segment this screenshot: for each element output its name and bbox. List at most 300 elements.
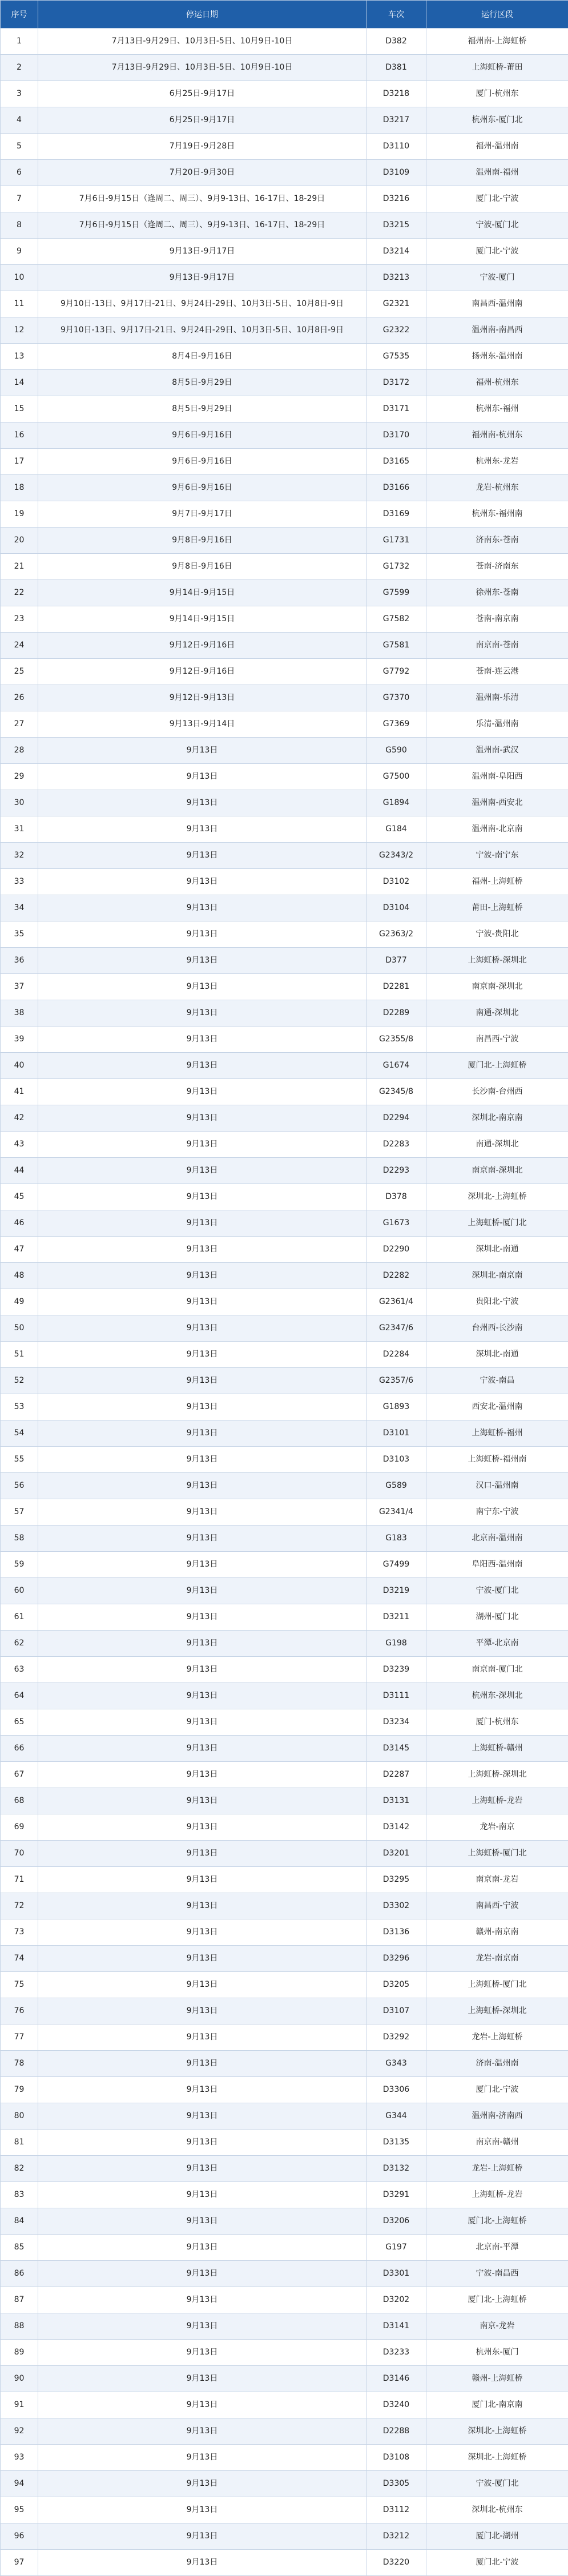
route-section: 南京南-厦门北 [426,1657,568,1683]
suspension-date: 9月13日 [38,948,366,974]
train-number: D2283 [366,1132,426,1158]
route-section: 杭州东-福州 [426,396,568,422]
table-row [1,1762,568,1788]
suspension-date: 9月13日 [38,1473,366,1499]
train-number: D3306 [366,2077,426,2103]
train-number: G7535 [366,344,426,370]
table-row [1,1053,568,1079]
suspension-date: 9月13日 [38,1788,366,1814]
table-row [1,2156,568,2182]
table-row [1,711,568,738]
train-number: D2282 [366,1263,426,1289]
row-number: 40 [1,1053,38,1079]
table-row [1,685,568,711]
table-row [1,1210,568,1237]
train-number: D3171 [366,396,426,422]
train-number: D3218 [366,81,426,107]
table-row [1,1473,568,1499]
row-number: 82 [1,2156,38,2182]
route-section: 赣州-上海虹桥 [426,2366,568,2392]
suspension-date: 9月13日 [38,1000,366,1027]
suspension-date: 9月13日 [38,843,366,869]
route-section: 深圳北-南通 [426,1342,568,1368]
suspension-date: 9月13日 [38,1394,366,1420]
row-number: 65 [1,1709,38,1736]
row-number: 95 [1,2497,38,2523]
row-number: 79 [1,2077,38,2103]
train-number: G1731 [366,528,426,554]
route-section: 深圳北-南通 [426,1237,568,1263]
suspension-date: 7月13日-9月29日、10月3日-5日、10月9日-10日 [38,29,366,55]
table-row [1,1867,568,1893]
row-number: 72 [1,1893,38,1919]
route-section: 上海虹桥-厦门北 [426,1210,568,1237]
route-section: 深圳北-南京南 [426,1263,568,1289]
table-row [1,1132,568,1158]
suspension-date: 9月13日 [38,1552,366,1578]
route-section: 龙岩-南京南 [426,1946,568,1972]
row-number: 67 [1,1762,38,1788]
route-section: 上海虹桥-厦门北 [426,1972,568,1998]
train-number: D3165 [366,449,426,475]
suspension-date: 9月13日 [38,1158,366,1184]
row-number: 21 [1,554,38,580]
route-section: 台州西-长沙南 [426,1315,568,1342]
table-row [1,974,568,1000]
suspension-date: 9月13日 [38,1105,366,1132]
train-number: D3295 [366,1867,426,1893]
suspension-date: 9月10日-13日、9月17日-21日、9月24日-29日、10月3日-5日、10月8日-9日 [38,291,366,317]
row-number: 43 [1,1132,38,1158]
table-row [1,2261,568,2287]
route-section: 上海虹桥-深圳北 [426,948,568,974]
row-number: 70 [1,1841,38,1867]
route-section: 上海虹桥-龙岩 [426,2182,568,2208]
train-number: D3212 [366,2523,426,2550]
train-number: D3132 [366,2156,426,2182]
table-row [1,1526,568,1552]
route-section: 湖州-厦门北 [426,1604,568,1631]
table-row [1,580,568,606]
route-section: 杭州东-深圳北 [426,1683,568,1709]
suspension-date: 9月7日-9月17日 [38,501,366,528]
suspension-date: 9月13日-9月17日 [38,239,366,265]
route-section: 南京南-赣州 [426,2130,568,2156]
train-number: D3205 [366,1972,426,1998]
table-row [1,1315,568,1342]
train-number: D2288 [366,2418,426,2445]
row-number: 29 [1,764,38,790]
route-section: 苍南-南京南 [426,606,568,633]
row-number: 62 [1,1631,38,1657]
train-number: D3296 [366,1946,426,1972]
train-number: D381 [366,55,426,81]
table-row [1,2471,568,2497]
train-number: G2347/6 [366,1315,426,1342]
row-number: 60 [1,1578,38,1604]
suspension-date: 9月13日 [38,974,366,1000]
route-section: 厦门北-南京南 [426,2392,568,2418]
route-section: 杭州东-龙岩 [426,449,568,475]
route-section: 南宁东-宁波 [426,1499,568,1526]
suspension-date: 9月12日-9月16日 [38,633,366,659]
train-number: D3216 [366,186,426,212]
row-number: 8 [1,212,38,239]
table-row [1,55,568,81]
train-number: D3103 [366,1447,426,1473]
route-section: 扬州东-温州南 [426,344,568,370]
table-row [1,1683,568,1709]
suspension-date: 9月13日 [38,1919,366,1946]
suspension-date: 6月25日-9月17日 [38,81,366,107]
train-number: G7582 [366,606,426,633]
train-number: G2355/8 [366,1027,426,1053]
route-section: 上海虹桥-深圳北 [426,1762,568,1788]
train-number: G1673 [366,1210,426,1237]
route-section: 汉口-温州南 [426,1473,568,1499]
row-number: 15 [1,396,38,422]
row-number: 84 [1,2208,38,2235]
table-row [1,317,568,344]
train-number: D3111 [366,1683,426,1709]
route-section: 上海虹桥-福州南 [426,1447,568,1473]
table-row [1,554,568,580]
table-row [1,1184,568,1210]
row-number: 2 [1,55,38,81]
table-row [1,2103,568,2130]
row-number: 49 [1,1289,38,1315]
suspension-date: 9月13日 [38,1578,366,1604]
route-section: 福州-杭州东 [426,370,568,396]
route-section: 杭州东-福州南 [426,501,568,528]
train-number: D2290 [366,1237,426,1263]
route-section: 上海虹桥-福州 [426,1420,568,1447]
route-section: 南京南-深圳北 [426,1158,568,1184]
suspension-date: 9月8日-9月16日 [38,528,366,554]
suspension-date: 9月13日 [38,895,366,921]
row-number: 77 [1,2024,38,2051]
suspension-date: 9月13日 [38,2261,366,2287]
suspension-date: 9月13日 [38,2471,366,2497]
train-number: G2345/8 [366,1079,426,1105]
table-row [1,1447,568,1473]
table-row [1,344,568,370]
row-number: 63 [1,1657,38,1683]
suspension-date: 9月13日 [38,1420,366,1447]
train-number: G197 [366,2235,426,2261]
train-number: G7370 [366,685,426,711]
table-row [1,606,568,633]
route-section: 宁波-南宁东 [426,843,568,869]
table-row [1,843,568,869]
suspension-date: 9月13日 [38,2340,366,2366]
train-number: G198 [366,1631,426,1657]
table-body [1,29,568,2576]
suspension-date: 9月13日 [38,1841,366,1867]
suspension-date: 9月13日 [38,2077,366,2103]
row-number: 89 [1,2340,38,2366]
table-row [1,1420,568,1447]
route-section: 苍南-济南东 [426,554,568,580]
row-number: 92 [1,2418,38,2445]
table-row [1,1027,568,1053]
row-number: 1 [1,29,38,55]
table-row [1,1657,568,1683]
train-number: D378 [366,1184,426,1210]
table-row [1,2235,568,2261]
header-no: 序号 [1,1,38,29]
row-number: 80 [1,2103,38,2130]
row-number: 14 [1,370,38,396]
route-section: 福州-上海虹桥 [426,869,568,895]
route-section: 上海虹桥-赣州 [426,1736,568,1762]
train-number: D3214 [366,239,426,265]
route-section: 宁波-贵阳北 [426,921,568,948]
row-number: 26 [1,685,38,711]
table-row [1,291,568,317]
route-section: 温州南-阜阳西 [426,764,568,790]
suspension-date: 9月13日 [38,1027,366,1053]
route-section: 温州南-武汉 [426,738,568,764]
route-section: 温州南-西安北 [426,790,568,816]
row-number: 4 [1,107,38,134]
route-section: 温州南-福州 [426,160,568,186]
row-number: 76 [1,1998,38,2024]
row-number: 78 [1,2051,38,2077]
row-number: 3 [1,81,38,107]
route-section: 莆田-上海虹桥 [426,895,568,921]
route-section: 厦门北-上海虹桥 [426,2287,568,2313]
row-number: 91 [1,2392,38,2418]
row-number: 55 [1,1447,38,1473]
train-number: G1674 [366,1053,426,1079]
table-row [1,1105,568,1132]
route-section: 龙岩-上海虹桥 [426,2156,568,2182]
train-number: G7581 [366,633,426,659]
suspension-date: 9月13日 [38,1631,366,1657]
table-row [1,2287,568,2313]
row-number: 61 [1,1604,38,1631]
route-section: 徐州东-苍南 [426,580,568,606]
suspension-date: 8月5日-9月29日 [38,370,366,396]
row-number: 22 [1,580,38,606]
suspension-date: 9月13日-9月14日 [38,711,366,738]
route-section: 宁波-南昌西 [426,2261,568,2287]
route-section: 上海虹桥-龙岩 [426,1788,568,1814]
row-number: 13 [1,344,38,370]
suspension-date: 9月13日 [38,764,366,790]
table-row [1,2208,568,2235]
table-row [1,528,568,554]
route-section: 赣州-南京南 [426,1919,568,1946]
train-number: D3112 [366,2497,426,2523]
route-section: 宁波-南昌 [426,1368,568,1394]
suspension-date: 9月13日 [38,1132,366,1158]
table-row [1,81,568,107]
row-number: 96 [1,2523,38,2550]
suspension-date: 7月20日-9月30日 [38,160,366,186]
train-number: D3104 [366,895,426,921]
row-number: 23 [1,606,38,633]
suspension-date: 6月25日-9月17日 [38,107,366,134]
suspension-date: 9月13日 [38,1079,366,1105]
table-row [1,1263,568,1289]
train-number: G589 [366,1473,426,1499]
route-section: 厦门北-宁波 [426,239,568,265]
suspension-date: 9月13日 [38,2445,366,2471]
train-number: D3202 [366,2287,426,2313]
row-number: 83 [1,2182,38,2208]
row-number: 16 [1,422,38,449]
table-row [1,1998,568,2024]
table-row [1,2523,568,2550]
route-section: 深圳北-上海虹桥 [426,2418,568,2445]
suspension-date: 7月13日-9月29日、10月3日-5日、10月9日-10日 [38,55,366,81]
table-row [1,1893,568,1919]
row-number: 93 [1,2445,38,2471]
table-row [1,1631,568,1657]
train-number: G2321 [366,291,426,317]
train-number: D3292 [366,2024,426,2051]
suspension-date: 9月13日 [38,790,366,816]
route-section: 龙岩-杭州东 [426,475,568,501]
route-section: 厦门北-上海虹桥 [426,1053,568,1079]
train-number: G7500 [366,764,426,790]
route-section: 龙岩-南京 [426,1814,568,1841]
table-row [1,2130,568,2156]
train-number: G2363/2 [366,921,426,948]
table-row [1,921,568,948]
row-number: 41 [1,1079,38,1105]
suspension-date: 9月13日 [38,1447,366,1473]
train-number: D2294 [366,1105,426,1132]
row-number: 53 [1,1394,38,1420]
route-section: 济南-温州南 [426,2051,568,2077]
train-number: D3217 [366,107,426,134]
table-row [1,764,568,790]
table-row [1,212,568,239]
train-number: G183 [366,1526,426,1552]
row-number: 45 [1,1184,38,1210]
table-row [1,1841,568,1867]
row-number: 38 [1,1000,38,1027]
suspension-date: 7月19日-9月28日 [38,134,366,160]
row-number: 30 [1,790,38,816]
suspension-date: 9月13日 [38,1184,366,1210]
table-row [1,239,568,265]
suspension-date: 9月13日 [38,1210,366,1237]
table-row [1,1237,568,1263]
train-number: G1732 [366,554,426,580]
train-number: D3301 [366,2261,426,2287]
table-row [1,2366,568,2392]
row-number: 69 [1,1814,38,1841]
train-number: D3146 [366,2366,426,2392]
row-number: 32 [1,843,38,869]
table-row [1,2418,568,2445]
table-row [1,1814,568,1841]
row-number: 48 [1,1263,38,1289]
train-number: D3302 [366,1893,426,1919]
table-row [1,396,568,422]
train-number: D3131 [366,1788,426,1814]
train-number: G7369 [366,711,426,738]
suspension-date: 9月13日 [38,738,366,764]
train-number: G7792 [366,659,426,685]
suspension-date: 9月13日 [38,1237,366,1263]
train-number: G343 [366,2051,426,2077]
table-row [1,2340,568,2366]
route-section: 南京-龙岩 [426,2313,568,2340]
train-number: D3136 [366,1919,426,1946]
suspension-date: 9月13日 [38,1762,366,1788]
row-number: 5 [1,134,38,160]
suspension-date: 9月12日-9月16日 [38,659,366,685]
row-number: 36 [1,948,38,974]
route-section: 深圳北-上海虹桥 [426,1184,568,1210]
suspension-date: 9月13日 [38,1053,366,1079]
route-section: 厦门北-上海虹桥 [426,2208,568,2235]
route-section: 南昌西-宁波 [426,1893,568,1919]
train-number: G1894 [366,790,426,816]
row-number: 44 [1,1158,38,1184]
row-number: 85 [1,2235,38,2261]
row-number: 12 [1,317,38,344]
header-train: 车次 [366,1,426,29]
row-number: 59 [1,1552,38,1578]
train-number: D2287 [366,1762,426,1788]
row-number: 20 [1,528,38,554]
suspension-date: 9月13日 [38,816,366,843]
row-number: 9 [1,239,38,265]
suspension-date: 7月6日-9月15日（逢周二、周三）、9月9-13日、16-17日、18-29日 [38,186,366,212]
table-row [1,659,568,685]
row-number: 81 [1,2130,38,2156]
train-number: G2341/4 [366,1499,426,1526]
route-section: 南昌西-宁波 [426,1027,568,1053]
header-route: 运行区段 [426,1,568,29]
row-number: 19 [1,501,38,528]
suspension-date: 9月13日 [38,2208,366,2235]
row-number: 33 [1,869,38,895]
row-number: 52 [1,1368,38,1394]
train-number: D3109 [366,160,426,186]
table-row [1,1604,568,1631]
table-row [1,816,568,843]
row-number: 37 [1,974,38,1000]
train-number: D377 [366,948,426,974]
table-row [1,1552,568,1578]
row-number: 54 [1,1420,38,1447]
route-section: 厦门-杭州东 [426,1709,568,1736]
route-section: 上海虹桥-莆田 [426,55,568,81]
row-number: 28 [1,738,38,764]
row-number: 11 [1,291,38,317]
route-section: 西安北-温州南 [426,1394,568,1420]
suspension-date: 9月13日 [38,1604,366,1631]
suspension-date: 8月4日-9月16日 [38,344,366,370]
suspension-date: 9月13日 [38,1289,366,1315]
route-section: 北京南-温州南 [426,1526,568,1552]
route-section: 上海虹桥-深圳北 [426,1998,568,2024]
train-number: D3220 [366,2550,426,2576]
train-number: D3110 [366,134,426,160]
suspension-date: 9月6日-9月16日 [38,449,366,475]
suspension-date: 9月6日-9月16日 [38,475,366,501]
train-number: D3169 [366,501,426,528]
train-number: D2293 [366,1158,426,1184]
table-row [1,738,568,764]
